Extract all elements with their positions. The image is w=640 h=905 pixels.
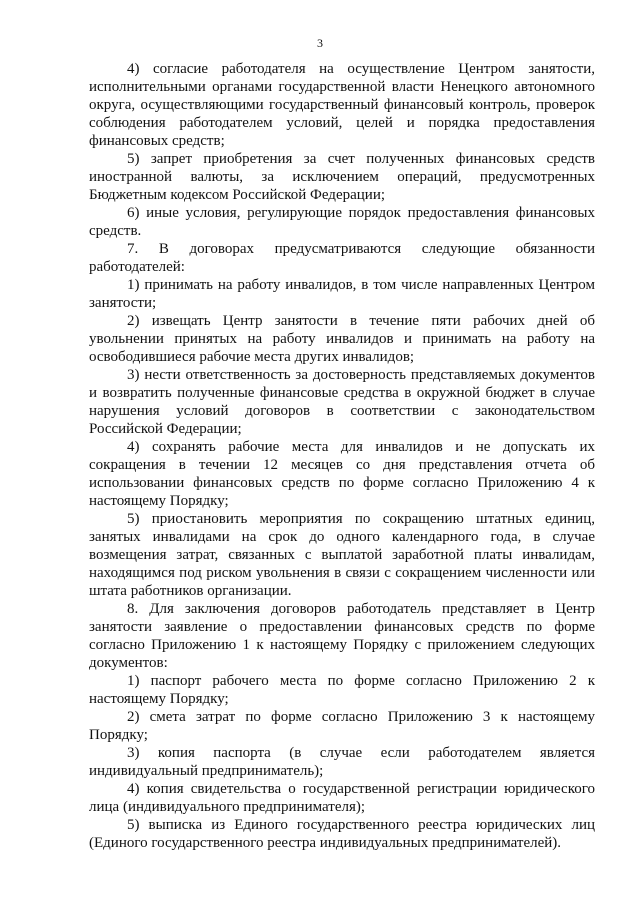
page-number: 3 [317, 36, 323, 50]
paragraph-currency-ban: 5) запрет приобретения за счет полученных финансовых средств иностранной валюты, за исключением операций, предусмотренных Бюджетным кодексом Российской Федерации; [89, 151, 595, 203]
paragraph-registration-certificate: 4) копия свидетельства о государственной регистрации юридического лица (индивидуального предпринимателя); [89, 781, 595, 815]
document-body [89, 60, 595, 852]
paragraph-registry-extract: 5) выписка из Единого государственного реестра юридических лиц (Единого государственного реестра индивидуальных предпринимателей). [89, 817, 595, 851]
paragraph-cost-estimate: 2) смета затрат по форме согласно Приложению 3 к настоящему Порядку; [89, 709, 595, 743]
paragraph-section-8-heading: 8. Для заключения договоров работодатель представляет в Центр занятости заявление о предоставлении финансовых средств по форме согласно Приложению 1 к настоящему Порядку с приложением следующих документов: [89, 601, 595, 671]
paragraph-notify-center: 2) извещать Центр занятости в течение пяти рабочих дней об увольнении принятых на работу инвалидов и принимать на работу на освободившиеся рабочие места других инвалидов; [89, 313, 595, 365]
paragraph-keep-workplaces: 4) сохранять рабочие места для инвалидов и не допускать их сокращения в течении 12 месяцев со дня представления отчета об использовании финансовых средств по форме согласно Приложению 4 к настоящему Порядку; [89, 439, 595, 509]
paragraph-workplace-passport: 1) паспорт рабочего места по форме согласно Приложению 2 к настоящему Порядку; [89, 673, 595, 707]
paragraph-suspend-reductions: 5) приостановить мероприятия по сокращению штатных единиц, занятых инвалидами на срок до одного календарного года, в случае возмещения затрат, связанных с выплатой заработной платы инвалидам, находящимся под риском увольнения в связи с сокращением численности или штата работников организации. [89, 511, 595, 599]
paragraph-passport-copy: 3) копия паспорта (в случае если работодателем является индивидуальный предприниматель); [89, 745, 595, 779]
paragraph-section-7-heading: 7. В договорах предусматриваются следующие обязанности работодателей: [89, 241, 595, 275]
paragraph-other-conditions: 6) иные условия, регулирующие порядок предоставления финансовых средств. [89, 205, 595, 239]
paragraph-hire-disabled: 1) принимать на работу инвалидов, в том числе направленных Центром занятости; [89, 277, 595, 311]
paragraph-consent-inspection: 4) согласие работодателя на осуществление Центром занятости, исполнительными органами государственной власти Ненецкого автономного округа, осуществляющими государственный финансовый контроль, проверок соблюдения работодателем условий, целей и порядка предоставления финансовых средств; [89, 61, 595, 149]
paragraph-responsibility: 3) нести ответственность за достоверность представляемых документов и возвратить полученные финансовые средства в окружной бюджет в случае нарушения условий договоров в соответствии с законодательством Российской Федерации; [89, 367, 595, 437]
